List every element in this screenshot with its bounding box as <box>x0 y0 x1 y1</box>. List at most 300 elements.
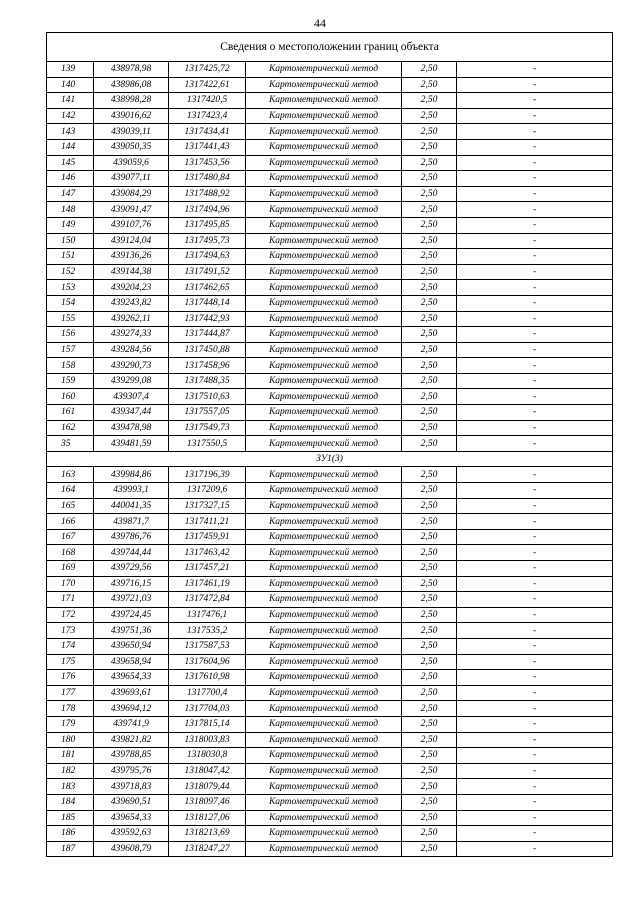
method-cell: Картометрический метод <box>246 155 402 171</box>
table-row <box>47 716 613 732</box>
point-number-cell: 139 <box>47 62 94 78</box>
description-cell: - <box>457 748 613 764</box>
method-cell: Картометрический метод <box>246 124 402 140</box>
table-row <box>47 93 613 109</box>
table-row <box>47 529 613 545</box>
method-cell: Картометрический метод <box>246 420 402 436</box>
table-row <box>47 592 613 608</box>
x-coordinate-cell: 439871,7 <box>94 514 169 530</box>
y-coordinate-cell: 1317488,92 <box>169 186 246 202</box>
description-cell: - <box>457 545 613 561</box>
y-coordinate-cell: 1317700,4 <box>169 685 246 701</box>
accuracy-cell: 2,50 <box>402 436 457 452</box>
x-coordinate-cell: 439107,76 <box>94 217 169 233</box>
point-number-cell: 147 <box>47 186 94 202</box>
point-number-cell: 171 <box>47 592 94 608</box>
accuracy-cell: 2,50 <box>402 685 457 701</box>
table-row <box>47 62 613 78</box>
accuracy-cell: 2,50 <box>402 826 457 842</box>
point-number-cell: 146 <box>47 171 94 187</box>
description-cell: - <box>457 529 613 545</box>
point-number-cell: 159 <box>47 373 94 389</box>
table-row <box>47 607 613 623</box>
boundary-coordinates-table <box>46 32 613 857</box>
accuracy-cell: 2,50 <box>402 249 457 265</box>
y-coordinate-cell: 1318030,8 <box>169 748 246 764</box>
method-cell: Картометрический метод <box>246 701 402 717</box>
table-row <box>47 358 613 374</box>
method-cell: Картометрический метод <box>246 826 402 842</box>
method-cell: Картометрический метод <box>246 670 402 686</box>
description-cell: - <box>457 373 613 389</box>
table-row <box>47 420 613 436</box>
table-row <box>47 638 613 654</box>
point-number-cell: 168 <box>47 545 94 561</box>
accuracy-cell: 2,50 <box>402 171 457 187</box>
y-coordinate-cell: 1317453,56 <box>169 155 246 171</box>
point-number-cell: 182 <box>47 763 94 779</box>
table-row <box>47 186 613 202</box>
x-coordinate-cell: 439751,36 <box>94 623 169 639</box>
x-coordinate-cell: 439729,56 <box>94 561 169 577</box>
point-number-cell: 153 <box>47 280 94 296</box>
method-cell: Картометрический метод <box>246 716 402 732</box>
method-cell: Картометрический метод <box>246 233 402 249</box>
method-cell: Картометрический метод <box>246 576 402 592</box>
y-coordinate-cell: 1317480,84 <box>169 171 246 187</box>
y-coordinate-cell: 1317420,5 <box>169 93 246 109</box>
accuracy-cell: 2,50 <box>402 467 457 483</box>
y-coordinate-cell: 1317557,05 <box>169 405 246 421</box>
point-number-cell: 186 <box>47 826 94 842</box>
x-coordinate-cell: 439274,33 <box>94 327 169 343</box>
table-row <box>47 561 613 577</box>
method-cell: Картометрический метод <box>246 436 402 452</box>
x-coordinate-cell: 439262,11 <box>94 311 169 327</box>
description-cell: - <box>457 327 613 343</box>
method-cell: Картометрический метод <box>246 93 402 109</box>
point-number-cell: 149 <box>47 217 94 233</box>
accuracy-cell: 2,50 <box>402 139 457 155</box>
table-row <box>47 233 613 249</box>
y-coordinate-cell: 1317704,03 <box>169 701 246 717</box>
table-row <box>47 576 613 592</box>
accuracy-cell: 2,50 <box>402 342 457 358</box>
table-title: Сведения о местоположении границ объекта <box>47 33 613 62</box>
x-coordinate-cell: 439984,86 <box>94 467 169 483</box>
table-row <box>47 249 613 265</box>
point-number-cell: 176 <box>47 670 94 686</box>
accuracy-cell: 2,50 <box>402 108 457 124</box>
method-cell: Картометрический метод <box>246 623 402 639</box>
accuracy-cell: 2,50 <box>402 358 457 374</box>
x-coordinate-cell: 439136,26 <box>94 249 169 265</box>
method-cell: Картометрический метод <box>246 732 402 748</box>
description-cell: - <box>457 701 613 717</box>
description-cell: - <box>457 186 613 202</box>
description-cell: - <box>457 514 613 530</box>
point-number-cell: 148 <box>47 202 94 218</box>
y-coordinate-cell: 1317495,85 <box>169 217 246 233</box>
accuracy-cell: 2,50 <box>402 701 457 717</box>
x-coordinate-cell: 438998,28 <box>94 93 169 109</box>
x-coordinate-cell: 439821,82 <box>94 732 169 748</box>
table-row <box>47 139 613 155</box>
table-row <box>47 732 613 748</box>
accuracy-cell: 2,50 <box>402 561 457 577</box>
x-coordinate-cell: 439077,11 <box>94 171 169 187</box>
point-number-cell: 150 <box>47 233 94 249</box>
section-row <box>47 451 613 467</box>
point-number-cell: 141 <box>47 93 94 109</box>
y-coordinate-cell: 1317488,35 <box>169 373 246 389</box>
x-coordinate-cell: 439290,73 <box>94 358 169 374</box>
x-coordinate-cell: 439039,11 <box>94 124 169 140</box>
x-coordinate-cell: 439693,61 <box>94 685 169 701</box>
description-cell: - <box>457 576 613 592</box>
table-row <box>47 826 613 842</box>
accuracy-cell: 2,50 <box>402 483 457 499</box>
point-number-cell: 140 <box>47 77 94 93</box>
table-row <box>47 202 613 218</box>
y-coordinate-cell: 1317459,91 <box>169 529 246 545</box>
point-number-cell: 143 <box>47 124 94 140</box>
description-cell: - <box>457 108 613 124</box>
table-row <box>47 280 613 296</box>
accuracy-cell: 2,50 <box>402 716 457 732</box>
y-coordinate-cell: 1317604,96 <box>169 654 246 670</box>
x-coordinate-cell: 439690,51 <box>94 794 169 810</box>
y-coordinate-cell: 1317458,96 <box>169 358 246 374</box>
method-cell: Картометрический метод <box>246 810 402 826</box>
method-cell: Картометрический метод <box>246 358 402 374</box>
section-label: ЗУ1(3) <box>47 451 613 467</box>
accuracy-cell: 2,50 <box>402 748 457 764</box>
accuracy-cell: 2,50 <box>402 77 457 93</box>
accuracy-cell: 2,50 <box>402 514 457 530</box>
x-coordinate-cell: 439654,33 <box>94 670 169 686</box>
point-number-cell: 152 <box>47 264 94 280</box>
table-row <box>47 217 613 233</box>
table-row <box>47 77 613 93</box>
description-cell: - <box>457 420 613 436</box>
y-coordinate-cell: 1318127,06 <box>169 810 246 826</box>
method-cell: Картометрический метод <box>246 139 402 155</box>
x-coordinate-cell: 439993,1 <box>94 483 169 499</box>
accuracy-cell: 2,50 <box>402 638 457 654</box>
table-row <box>47 685 613 701</box>
description-cell: - <box>457 171 613 187</box>
y-coordinate-cell: 1317463,42 <box>169 545 246 561</box>
y-coordinate-cell: 1318047,42 <box>169 763 246 779</box>
y-coordinate-cell: 1317535,2 <box>169 623 246 639</box>
table-row <box>47 779 613 795</box>
description-cell: - <box>457 670 613 686</box>
method-cell: Картометрический метод <box>246 295 402 311</box>
x-coordinate-cell: 439724,45 <box>94 607 169 623</box>
x-coordinate-cell: 439204,23 <box>94 280 169 296</box>
description-cell: - <box>457 763 613 779</box>
table-row <box>47 436 613 452</box>
accuracy-cell: 2,50 <box>402 327 457 343</box>
accuracy-cell: 2,50 <box>402 202 457 218</box>
y-coordinate-cell: 1317549,73 <box>169 420 246 436</box>
point-number-cell: 179 <box>47 716 94 732</box>
x-coordinate-cell: 439299,08 <box>94 373 169 389</box>
description-cell: - <box>457 155 613 171</box>
point-number-cell: 166 <box>47 514 94 530</box>
method-cell: Картометрический метод <box>246 763 402 779</box>
description-cell: - <box>457 264 613 280</box>
description-cell: - <box>457 623 613 639</box>
point-number-cell: 187 <box>47 841 94 857</box>
y-coordinate-cell: 1317425,72 <box>169 62 246 78</box>
y-coordinate-cell: 1317457,21 <box>169 561 246 577</box>
method-cell: Картометрический метод <box>246 498 402 514</box>
point-number-cell: 165 <box>47 498 94 514</box>
description-cell: - <box>457 483 613 499</box>
x-coordinate-cell: 439744,44 <box>94 545 169 561</box>
y-coordinate-cell: 1317494,96 <box>169 202 246 218</box>
y-coordinate-cell: 1317510,63 <box>169 389 246 405</box>
description-cell: - <box>457 794 613 810</box>
method-cell: Картометрический метод <box>246 654 402 670</box>
method-cell: Картометрический метод <box>246 108 402 124</box>
point-number-cell: 183 <box>47 779 94 795</box>
y-coordinate-cell: 1317550,5 <box>169 436 246 452</box>
table-row <box>47 654 613 670</box>
x-coordinate-cell: 439478,98 <box>94 420 169 436</box>
table-row <box>47 701 613 717</box>
x-coordinate-cell: 439788,85 <box>94 748 169 764</box>
method-cell: Картометрический метод <box>246 202 402 218</box>
accuracy-cell: 2,50 <box>402 124 457 140</box>
accuracy-cell: 2,50 <box>402 763 457 779</box>
point-number-cell: 180 <box>47 732 94 748</box>
description-cell: - <box>457 202 613 218</box>
description-cell: - <box>457 826 613 842</box>
point-number-cell: 164 <box>47 483 94 499</box>
y-coordinate-cell: 1317491,52 <box>169 264 246 280</box>
accuracy-cell: 2,50 <box>402 420 457 436</box>
accuracy-cell: 2,50 <box>402 373 457 389</box>
description-cell: - <box>457 638 613 654</box>
description-cell: - <box>457 405 613 421</box>
table-row <box>47 623 613 639</box>
point-number-cell: 169 <box>47 561 94 577</box>
accuracy-cell: 2,50 <box>402 280 457 296</box>
y-coordinate-cell: 1317495,73 <box>169 233 246 249</box>
point-number-cell: 184 <box>47 794 94 810</box>
method-cell: Картометрический метод <box>246 405 402 421</box>
x-coordinate-cell: 439084,29 <box>94 186 169 202</box>
y-coordinate-cell: 1317476,1 <box>169 607 246 623</box>
y-coordinate-cell: 1318079,44 <box>169 779 246 795</box>
x-coordinate-cell: 438978,98 <box>94 62 169 78</box>
x-coordinate-cell: 439284,56 <box>94 342 169 358</box>
point-number-cell: 174 <box>47 638 94 654</box>
accuracy-cell: 2,50 <box>402 592 457 608</box>
x-coordinate-cell: 438986,08 <box>94 77 169 93</box>
table-row <box>47 748 613 764</box>
y-coordinate-cell: 1317422,61 <box>169 77 246 93</box>
description-cell: - <box>457 732 613 748</box>
point-number-cell: 167 <box>47 529 94 545</box>
y-coordinate-cell: 1317462,65 <box>169 280 246 296</box>
x-coordinate-cell: 439144,38 <box>94 264 169 280</box>
method-cell: Картометрический метод <box>246 311 402 327</box>
point-number-cell: 172 <box>47 607 94 623</box>
x-coordinate-cell: 439243,82 <box>94 295 169 311</box>
table-row <box>47 155 613 171</box>
method-cell: Картометрический метод <box>246 545 402 561</box>
method-cell: Картометрический метод <box>246 389 402 405</box>
accuracy-cell: 2,50 <box>402 217 457 233</box>
description-cell: - <box>457 561 613 577</box>
table-row <box>47 405 613 421</box>
accuracy-cell: 2,50 <box>402 732 457 748</box>
y-coordinate-cell: 1317610,98 <box>169 670 246 686</box>
accuracy-cell: 2,50 <box>402 186 457 202</box>
x-coordinate-cell: 439654,33 <box>94 810 169 826</box>
x-coordinate-cell: 439658,94 <box>94 654 169 670</box>
point-number-cell: 185 <box>47 810 94 826</box>
method-cell: Картометрический метод <box>246 171 402 187</box>
accuracy-cell: 2,50 <box>402 62 457 78</box>
x-coordinate-cell: 439592,63 <box>94 826 169 842</box>
table-row <box>47 763 613 779</box>
y-coordinate-cell: 1317327,15 <box>169 498 246 514</box>
y-coordinate-cell: 1318213,69 <box>169 826 246 842</box>
description-cell: - <box>457 498 613 514</box>
table-row <box>47 264 613 280</box>
description-cell: - <box>457 467 613 483</box>
table-title-row <box>47 33 613 62</box>
accuracy-cell: 2,50 <box>402 93 457 109</box>
y-coordinate-cell: 1317815,14 <box>169 716 246 732</box>
table-row <box>47 311 613 327</box>
method-cell: Картометрический метод <box>246 607 402 623</box>
description-cell: - <box>457 592 613 608</box>
y-coordinate-cell: 1317209,6 <box>169 483 246 499</box>
accuracy-cell: 2,50 <box>402 545 457 561</box>
point-number-cell: 145 <box>47 155 94 171</box>
point-number-cell: 178 <box>47 701 94 717</box>
x-coordinate-cell: 439091,47 <box>94 202 169 218</box>
table-row <box>47 498 613 514</box>
x-coordinate-cell: 439741,9 <box>94 716 169 732</box>
point-number-cell: 158 <box>47 358 94 374</box>
y-coordinate-cell: 1318003,83 <box>169 732 246 748</box>
table-row <box>47 514 613 530</box>
method-cell: Картометрический метод <box>246 373 402 389</box>
method-cell: Картометрический метод <box>246 217 402 233</box>
y-coordinate-cell: 1317472,84 <box>169 592 246 608</box>
description-cell: - <box>457 841 613 857</box>
description-cell: - <box>457 62 613 78</box>
description-cell: - <box>457 217 613 233</box>
table-row <box>47 467 613 483</box>
point-number-cell: 151 <box>47 249 94 265</box>
table-row <box>47 483 613 499</box>
x-coordinate-cell: 439307,4 <box>94 389 169 405</box>
description-cell: - <box>457 607 613 623</box>
table-row <box>47 342 613 358</box>
y-coordinate-cell: 1318097,46 <box>169 794 246 810</box>
x-coordinate-cell: 439059,6 <box>94 155 169 171</box>
x-coordinate-cell: 439608,79 <box>94 841 169 857</box>
method-cell: Картометрический метод <box>246 561 402 577</box>
point-number-cell: 156 <box>47 327 94 343</box>
x-coordinate-cell: 439347,44 <box>94 405 169 421</box>
method-cell: Картометрический метод <box>246 249 402 265</box>
accuracy-cell: 2,50 <box>402 405 457 421</box>
table-row <box>47 327 613 343</box>
point-number-cell: 154 <box>47 295 94 311</box>
description-cell: - <box>457 779 613 795</box>
method-cell: Картометрический метод <box>246 186 402 202</box>
method-cell: Картометрический метод <box>246 529 402 545</box>
y-coordinate-cell: 1317494,63 <box>169 249 246 265</box>
point-number-cell: 35 <box>47 436 94 452</box>
description-cell: - <box>457 139 613 155</box>
accuracy-cell: 2,50 <box>402 841 457 857</box>
accuracy-cell: 2,50 <box>402 607 457 623</box>
method-cell: Картометрический метод <box>246 794 402 810</box>
description-cell: - <box>457 124 613 140</box>
accuracy-cell: 2,50 <box>402 810 457 826</box>
accuracy-cell: 2,50 <box>402 794 457 810</box>
method-cell: Картометрический метод <box>246 779 402 795</box>
point-number-cell: 170 <box>47 576 94 592</box>
method-cell: Картометрический метод <box>246 638 402 654</box>
accuracy-cell: 2,50 <box>402 779 457 795</box>
description-cell: - <box>457 77 613 93</box>
description-cell: - <box>457 233 613 249</box>
accuracy-cell: 2,50 <box>402 576 457 592</box>
point-number-cell: 142 <box>47 108 94 124</box>
description-cell: - <box>457 436 613 452</box>
y-coordinate-cell: 1317434,41 <box>169 124 246 140</box>
method-cell: Картометрический метод <box>246 77 402 93</box>
accuracy-cell: 2,50 <box>402 155 457 171</box>
x-coordinate-cell: 439721,03 <box>94 592 169 608</box>
description-cell: - <box>457 280 613 296</box>
accuracy-cell: 2,50 <box>402 498 457 514</box>
x-coordinate-cell: 439718,83 <box>94 779 169 795</box>
table-row <box>47 295 613 311</box>
point-number-cell: 161 <box>47 405 94 421</box>
y-coordinate-cell: 1317448,14 <box>169 295 246 311</box>
point-number-cell: 144 <box>47 139 94 155</box>
accuracy-cell: 2,50 <box>402 529 457 545</box>
accuracy-cell: 2,50 <box>402 670 457 686</box>
method-cell: Картометрический метод <box>246 264 402 280</box>
x-coordinate-cell: 439016,62 <box>94 108 169 124</box>
x-coordinate-cell: 439050,35 <box>94 139 169 155</box>
method-cell: Картометрический метод <box>246 483 402 499</box>
point-number-cell: 162 <box>47 420 94 436</box>
y-coordinate-cell: 1317411,21 <box>169 514 246 530</box>
accuracy-cell: 2,50 <box>402 311 457 327</box>
x-coordinate-cell: 439650,94 <box>94 638 169 654</box>
method-cell: Картометрический метод <box>246 514 402 530</box>
accuracy-cell: 2,50 <box>402 389 457 405</box>
description-cell: - <box>457 249 613 265</box>
accuracy-cell: 2,50 <box>402 654 457 670</box>
description-cell: - <box>457 295 613 311</box>
method-cell: Картометрический метод <box>246 685 402 701</box>
